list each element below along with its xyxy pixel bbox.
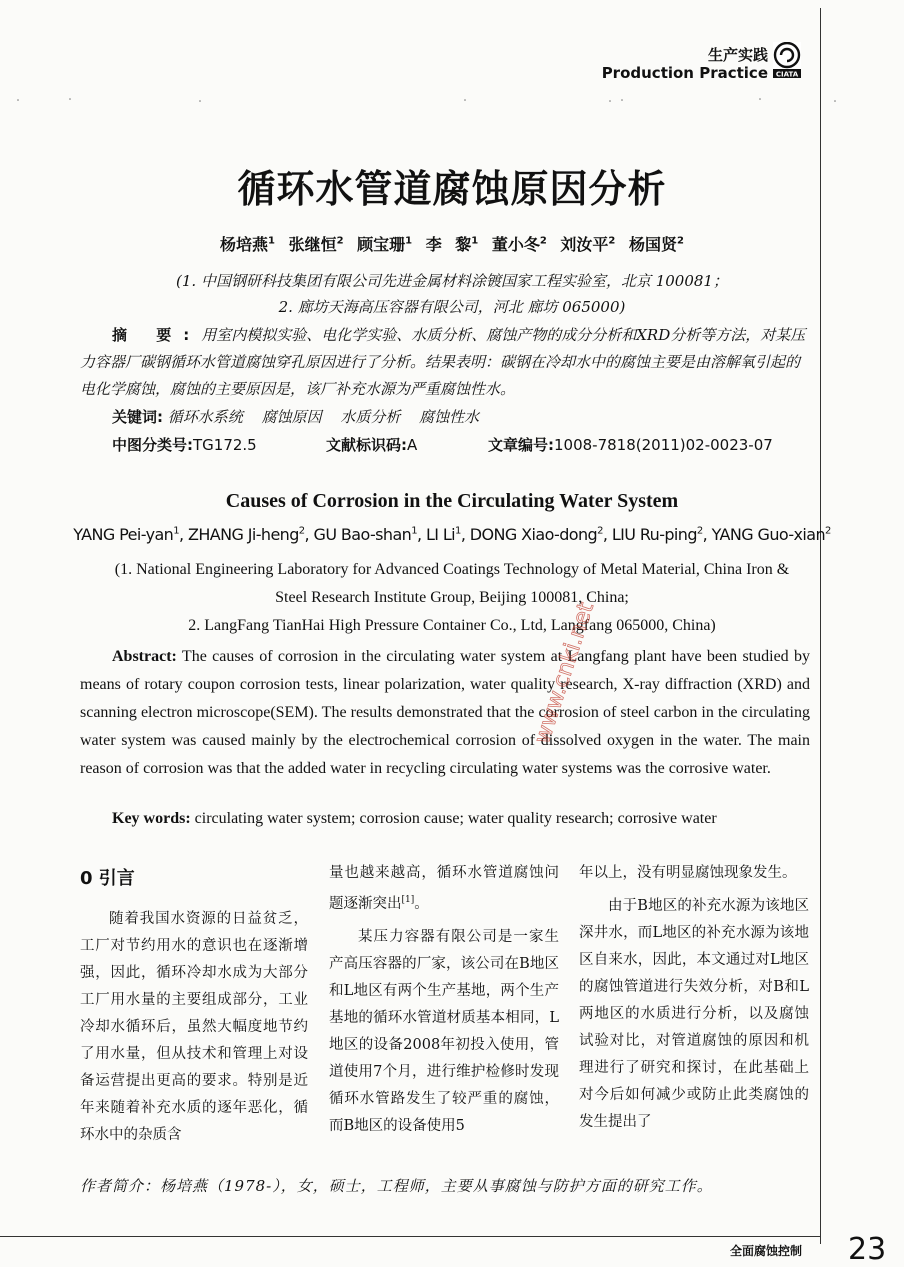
section-label-cn: 生产实践 (707, 46, 768, 64)
author-en: LIU Ru-ping (611, 525, 697, 544)
classification-number: 中图分类号:TG172.5 (112, 436, 257, 454)
author-cn: 刘汝平 (560, 235, 609, 254)
article-id: 文章编号:1008-7818(2011)02-0023-07 (488, 436, 773, 454)
affiliation-cn-2: 2. 廊坊天海高压容器有限公司，河北 廊坊 065000) (278, 298, 626, 316)
article-title-en: Causes of Corrosion in the Circulating Water System (225, 490, 679, 512)
abstract-en-label: Abstract: (112, 648, 177, 665)
footer-rule (0, 1236, 821, 1237)
author-cn: 李 黎 (425, 235, 472, 254)
citation: [1] (401, 895, 415, 905)
keywords-cn (112, 406, 493, 427)
keywords-en (112, 810, 717, 828)
body-column-2 (329, 860, 559, 1140)
author-en: YANG Guo-xian (711, 525, 826, 544)
author-cn: 杨培燕 (220, 235, 269, 254)
affiliation-en-1b: Steel Research Institute Group, Beijing 100081, China; (275, 589, 629, 606)
affiliation-cn-1: (1. 中国钢研科技集团有限公司先进金属材料涂镀国家工程实验室，北京 100081； (176, 272, 728, 290)
keywords-en-text: circulating water system; corrosion cause; water quality research; corrosive water (194, 810, 717, 827)
authors-en: YANG Pei-yan$^1$, ZHANG Ji-heng$^2$, GU Bao-shan$^1$, LI Li$^1$, DONG Xiao-dong$^2$, LIU Ru-ping$^2$, YANG Guo-xian$^2$ (73, 525, 831, 544)
keyword-cn: 腐蚀性水 (419, 408, 480, 426)
keywords-cn-label: 关键词: (112, 408, 163, 426)
body-paragraph: 随着我国水资源的日益贫乏，工厂对节约用水的意识也在逐渐增强，因此，循环冷却水成为大部分工厂用水量的主要组成部分，工业冷却水循环后，虽然大幅度地节约了用水量，但从技术和管理上对设备运营提出更高的要求。特别是近年来随着补充水质的逐年恶化，循环水中的杂质含 (80, 911, 308, 1143)
article-title: 循环水管道腐蚀原因分析 (237, 166, 667, 211)
abstract-cn (80, 322, 810, 403)
author-cn: 顾宝珊 (357, 235, 406, 254)
keywords-en-label: Key words: (112, 810, 191, 827)
section-heading: 0 引言 (80, 868, 135, 889)
author-en: DONG Xiao-dong (469, 525, 598, 544)
body-paragraph: 年以上，没有明显腐蚀现象发生。 (579, 865, 797, 881)
body-paragraph: 某压力容器有限公司是一家生产高压容器的厂家，该公司在B地区和L地区有两个生产基地，两个生产基地的循环水管道材质基本相同，L地区的设备2008年初投入使用，管道使用7个月，进行维护检修时发现循环水管路发生了较严重的腐蚀，而B地区的设备使用5 (329, 928, 559, 1134)
author-cn: 张继恒 (288, 235, 337, 254)
abstract-en (80, 643, 810, 783)
abstract-cn-text: 用室内模拟实验、电化学实验、水质分析、腐蚀产物的成分分析和XRD分析等方法，对某压力容器厂碳钢循环水管道腐蚀穿孔原因进行了分析。结果表明：碳钢在冷却水中的腐蚀主要是由溶解氧引起的电化学腐蚀，腐蚀的主要原因是，该厂补充水源为严重腐蚀性水。 (80, 326, 806, 398)
affiliation-en-2: 2. LangFang TianHai High Pressure Container Co., Ltd, Langfang 065000, China) (188, 617, 716, 634)
body-column-1 (80, 866, 308, 1149)
author-en: ZHANG Ji-heng (187, 525, 299, 544)
watermark-text: www.cnki.net (529, 599, 600, 747)
authors-cn: 杨培燕$^1$ 张继恒$^2$ 顾宝珊$^1$ 李 黎$^1$ 董小冬$^2$ 刘汝平$^2$ 杨国贤$^2$ (220, 235, 684, 254)
body-paragraph: 量也越来越高，循环水管道腐蚀问题逐渐突出[1]。 (329, 865, 559, 912)
section-label-en: Production Practice (601, 64, 768, 82)
keyword-cn: 腐蚀原因 (261, 408, 322, 426)
scan-noise-decoration (10, 95, 850, 105)
author-cn: 董小冬 (491, 235, 540, 254)
author-footnote: 作者简介：杨培燕（1978-），女，硕士，工程师，主要从事腐蚀与防护方面的研究工作。 (80, 1177, 713, 1195)
affiliation-en-1a: (1. National Engineering Laboratory for Advanced Coatings Technology of Metal Material, China Iron & (114, 561, 790, 578)
abstract-en-text: The causes of corrosion in the circulating water system at Langfang plant have been studied by means of rotary coupon corrosion tests, linear polarization, water quality research, X-ray diffraction (XRD) and scanning electron microscope(SEM). The results demonstrated that the corrosion of steel carbon in the circulating water system was caused mainly by the electrochemical corrosion of dissolved oxygen in the water. The main reason of corrosion was that the added water in recycling circulating water systems was the corrosive water. (80, 648, 810, 777)
keyword-cn: 循环水系统 (167, 408, 243, 426)
page-number: 23 (848, 1232, 887, 1267)
journal-logo-icon (773, 42, 801, 78)
author-cn: 杨国贤 (628, 235, 677, 254)
abstract-cn-label: 摘 要: (112, 326, 202, 344)
author-en: YANG Pei-yan (73, 525, 174, 544)
body-paragraph: 由于B地区的补充水源为该地区深井水，而L地区的补充水源为该地区自来水，因此，本文通过对L地区的腐蚀管道进行失效分析，对B和L两地区的水质进行分析，以及腐蚀试验对比，对管道腐蚀的原因和机理进行了研究和探讨，在此基础上对今后如何减少或防止此类腐蚀的发生提出了 (579, 898, 809, 1130)
journal-name: 全面腐蚀控制 (730, 1244, 803, 1258)
logo-text: CIATA (775, 70, 799, 78)
keyword-cn: 水质分析 (340, 408, 401, 426)
document-code: 文献标识码:A (326, 436, 418, 454)
body-column-3 (579, 860, 809, 1136)
author-en: LI Li (425, 525, 456, 544)
author-en: GU Bao-shan (313, 525, 412, 544)
